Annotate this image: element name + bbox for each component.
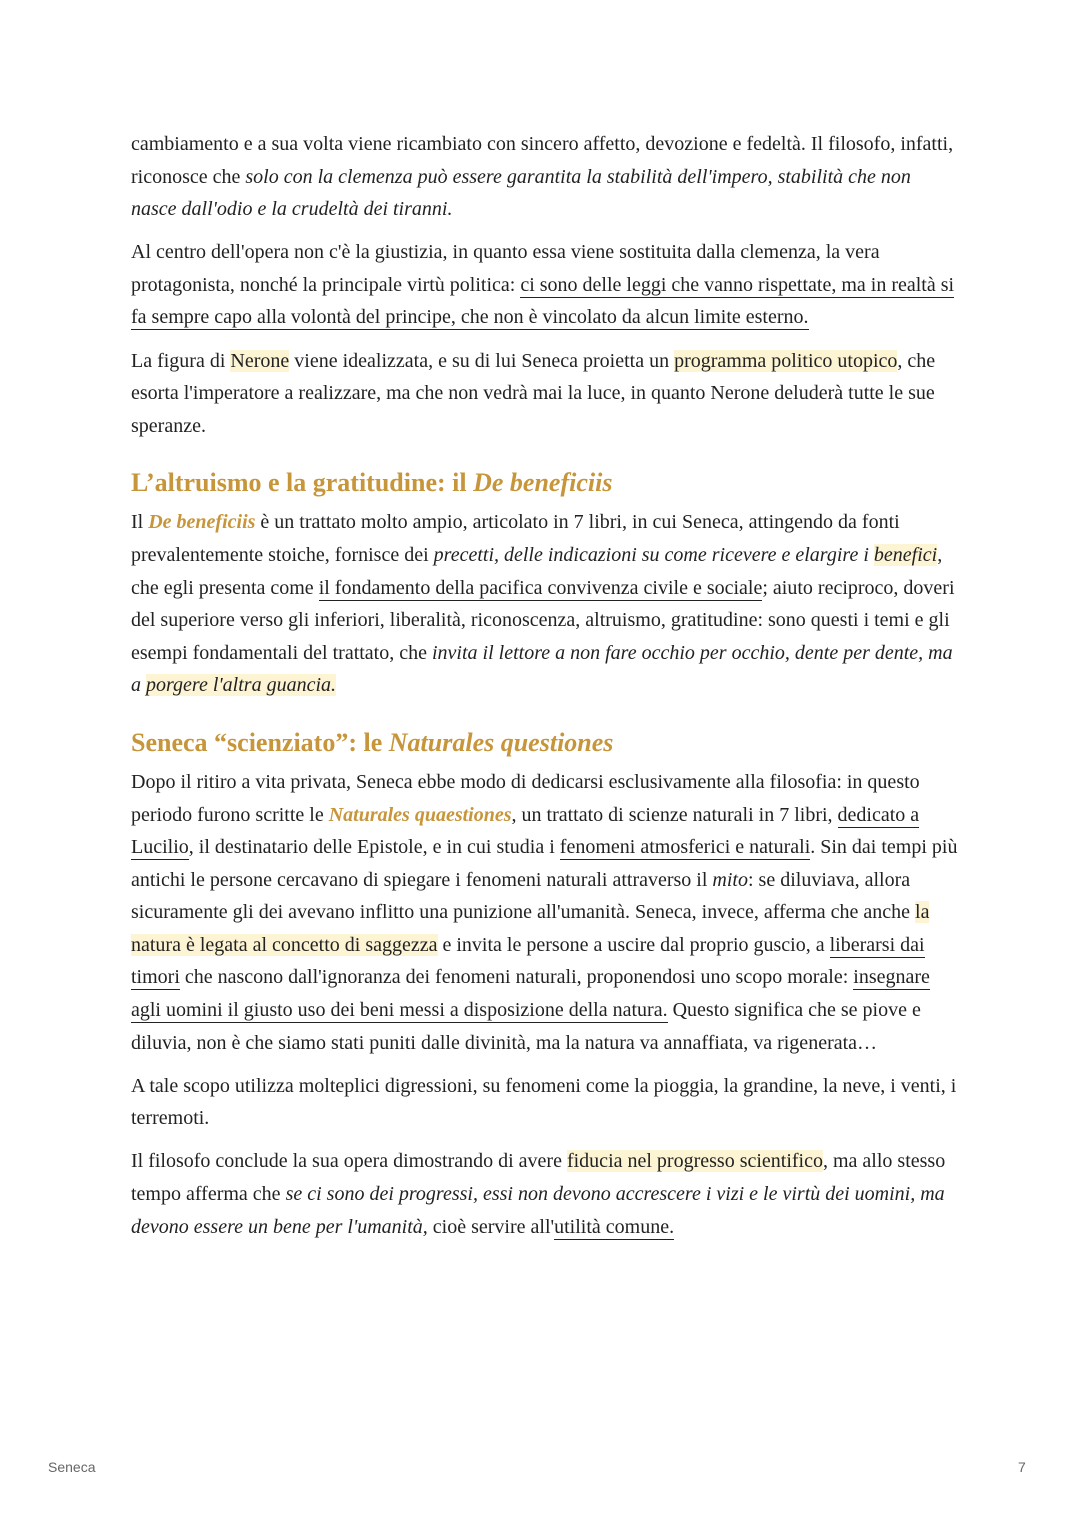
text-run: , che egli presenta come — [131, 543, 943, 599]
page-number: 7 — [1018, 1459, 1026, 1475]
highlighted-italic-run: benefici — [873, 543, 938, 566]
text-run: è un trattato molto ampio, articolato in 7 libri, in cui Seneca, attingendo da fonti prevalentemente stoiche, fornisce dei — [131, 511, 900, 566]
heading-text: L’altruismo e la gratitudine: il — [131, 468, 474, 498]
paragraph-progresso — [131, 1145, 961, 1243]
paragraph-giustizia — [131, 236, 961, 334]
text-run: , che esorta l'imperatore a realizzare, ma che non vedrà mai la luce, in quanto Nerone deluderà tutte le sue speranze. — [131, 349, 936, 437]
text-run: . Sin dai tempi più antichi le persone cercavano di spiegare i fenomeni naturali attraverso il — [131, 836, 958, 891]
highlighted-run: la natura è legata al concetto di saggezza — [131, 901, 930, 956]
italic-run: invita il lettore a non fare occhio per occhio, dente per dente, ma a — [131, 641, 953, 697]
heading-italic: De beneficiis — [473, 468, 613, 498]
underlined-run: fenomeni atmosferici e naturali — [559, 836, 811, 859]
footer-title: Seneca — [48, 1459, 96, 1475]
heading-italic: Naturales questiones — [388, 727, 614, 757]
text-run: e invita le persone a uscire dal proprio guscio, a — [437, 933, 830, 956]
heading-naturales — [131, 725, 961, 761]
paragraph-nerone — [131, 345, 961, 443]
italic-run: mito — [712, 868, 748, 891]
paragraph-de-beneficiis — [131, 506, 961, 702]
text-run: cioè servire all' — [427, 1215, 555, 1238]
highlighted-italic-run: porgere l'altra guancia. — [146, 674, 336, 697]
italic-run: se ci sono dei progressi, essi non devono accrescere i vizi e le virtù dei uomini, ma devono essere un bene per l'umanità, — [131, 1183, 945, 1238]
work-title-run: De beneficiis — [148, 511, 256, 534]
heading-de-beneficiis — [131, 465, 961, 501]
text-run: cambiamento e a sua volta viene ricambiato con sincero affetto, devozione e fedeltà. Il filosofo, infatti, riconosce che — [131, 133, 954, 188]
text-run: Questo significa che se piove e diluvia, non è che siamo stati puniti dalle divinità, ma la natura va annaffiata, va rigenerata… — [131, 999, 921, 1054]
text-run: ; aiuto reciproco, doveri del superiore verso gli inferiori, liberalità, riconoscenza, altruismo, gratitudine: sono questi i temi e gli esempi fondamentali del trattato, che — [131, 576, 955, 664]
underlined-run: insegnare agli uomini il giusto uso dei beni messi a disposizione della natura. — [131, 966, 930, 1022]
underlined-run: utilità comune. — [554, 1215, 675, 1238]
text-run: , un trattato di scienze naturali in 7 libri, — [511, 803, 838, 826]
paragraph-clemenza-end — [131, 128, 961, 226]
text-run: che nascono dall'ignoranza dei fenomeni naturali, proponendosi uno scopo morale: — [179, 966, 854, 989]
page-content — [131, 128, 961, 1254]
text-run: , il destinatario delle Epistole, e in cui studia i — [188, 836, 560, 859]
highlighted-run: fiducia nel progresso scientifico — [566, 1150, 823, 1173]
text-run: Il — [131, 511, 149, 534]
text-run: Dopo il ritiro a vita privata, Seneca ebbe modo di dedicarsi esclusivamente alla filosofia: in questo periodo furono scritte le — [131, 770, 920, 826]
highlighted-run: Nerone — [230, 349, 290, 372]
paragraph-digressioni: A tale scopo utilizza molteplici digressioni, su fenomeni come la pioggia, la grandine, la neve, i venti, i terremoti. — [131, 1074, 957, 1130]
highlighted-run: programma politico utopico — [674, 349, 898, 372]
text-run: La figura di — [131, 349, 231, 372]
italic-run: precetti, delle indicazioni su come ricevere e elargire i — [433, 543, 874, 566]
text-run: Il filosofo conclude la sua opera dimostrando di avere — [131, 1150, 567, 1173]
underlined-run: dedicato a Lucilio — [131, 803, 920, 859]
underlined-run: liberarsi dai timori — [131, 933, 925, 989]
italic-run: solo con la clemenza può essere garantita la stabilità dell'impero, stabilità che non nasce dall'odio e la crudeltà dei tiranni. — [131, 165, 911, 221]
underlined-run: ci sono delle leggi che vanno rispettate, ma in realtà si fa sempre capo alla volontà del principe, che non è vincolato da alcun limite esterno. — [131, 273, 955, 329]
paragraph-naturales — [131, 766, 961, 1059]
text-run: , ma allo stesso tempo afferma che — [131, 1150, 946, 1206]
text-run: viene idealizzata, e su di lui Seneca proietta un — [289, 349, 675, 372]
work-title-run: Naturales quaestiones — [328, 803, 512, 826]
text-run: Al centro dell'opera non c'è la giustizia, in quanto essa viene sostituita dalla clemenza, la vera protagonista, nonché la principale virtù politica: — [131, 241, 880, 296]
text-run: : se diluviava, allora sicuramente gli dei avevano inflitto una punizione all'umanità. Seneca, invece, afferma che anche — [131, 868, 916, 924]
underlined-run: il fondamento della pacifica convivenza civile e sociale — [318, 576, 763, 599]
heading-text: Seneca “scienziato”: le — [131, 727, 389, 757]
